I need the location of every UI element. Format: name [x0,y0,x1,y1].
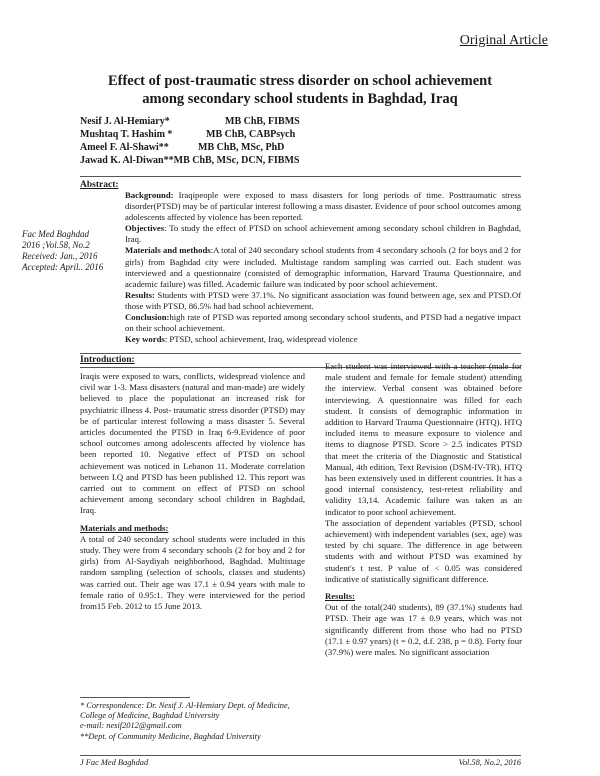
footnotes [80,701,310,742]
author-degrees: MB ChB, CABPsych [206,129,296,140]
footer-rule [80,755,521,756]
author-name: Nesif J. Al-Hemiary* [80,116,170,127]
author-list [80,115,300,167]
methods-heading [80,523,305,534]
abstract-background [125,190,521,223]
abstract-bottom-rule [80,353,521,354]
methods-text: :A total of 240 secondary school students from 4 secondary schools (2 for boys and 2 for girls) from Baghdad city were included. Multistage random sampling was carried out. Each student was interviewed and a questionnaire (consisted of demographic information, Harvard Trauma Questionnaire, and academic failure) was filled. Academic failure was indicated by poor school achievement. [125,245,521,289]
abstract-top-rule [80,176,521,177]
volume-info: 2016 ;Vol.58, No.2 [22,240,90,250]
received-date: Received: Jan., 2016 [22,251,98,261]
author-row [80,115,300,128]
footnote-rule [80,697,190,698]
title-line-1: Effect of post-traumatic stress disorder on school achievement [107,73,493,89]
keywords-text: : PTSD, school achievement, Iraq, widespread violence [164,334,358,345]
author-degrees: MB ChB, FIBMS [225,116,300,127]
introduction-text: Iraqis were exposed to wars, conflicts, widespread violence and civil war 1-3. Mass disasters (natural and man-made) are widely believed to place the populationat an increased risk for psychiatric illness 4. Post- traumatic stress disorder (PTSD) may be of particular interest following a mass disaster 5. Several articles documented the PTSD in Iraq 6-9.Evidence of poor school outcomes among adolescents affected by violence has been reported 10. Negative effect of PTSD on school achievement was noticed in Lebanon 11. Moderate correlation between I.Q and PTSD has been published 12. This report was carried out to comment on effect of PTSD on school achievement among secondary school children in Baghdad, Iraq. [80,371,305,516]
background-label: Background: [125,190,174,200]
methods-heading-text: Materials and methods [80,522,166,533]
objectives-text: : To study the effect of PTSD on school achievement among secondary school children in Baghdad, Iraq. [125,223,521,245]
conclusion-text: high rate of PTSD was reported among secondary school students, and PTSD had a negative impact on their school achievement. [125,312,521,334]
objectives-label: Objectives [125,223,165,234]
left-column [80,371,305,612]
author-row [80,154,300,167]
results-label: Results: [125,289,155,300]
article-type-label: Original Article [459,33,548,48]
keywords-label: Key words [125,334,165,345]
title-line-2: among secondary school students in Baghdad, Iraq [142,91,458,107]
methods-continued-text: Each student was interviewed with a teacher (male for male student and female for female student) attending the interview. Verbal consent was obtained before interviewing. A questionnaire was filled for each student. It consists of demographic information in addition to Harvard Trauma Questionnaire (HTQ). HTQ included items to measure exposure to violence and items to diagnose PTSD. Score > 2.5 indicates PTSD that meet the criteria of the Diagnostic and Statistical Manual, 4th edition, Text Revision (DSM-IV-TR). HTQ has been extensively used in different countries. It has a good internal consistency, test-retest reliability and validity 13,14. Academic failure was taken as an indicator to poor school achievement. [325,361,522,517]
statistics-text: The association of dependent variables (PTSD, school achievement) with independent variables (sex, age) was tested by chi square. The difference in age between students with and without PTSD was examined by student's t test. P value of < 0.05 was considered indicative of statistically significant difference. [325,517,522,584]
methods-label: Materials and methods [125,245,211,256]
journal-info: Fac Med Baghdad [22,229,89,239]
abstract-body [125,190,521,345]
methods-heading-colon: : [165,522,169,533]
paper-title [60,72,540,108]
accepted-date: Accepted: April.. 2016 [22,262,104,272]
correspondence-footnote: * Correspondence: Dr. Nesif J. Al-Hemiary Dept. of Medicine, College of Medicine, Baghdad University [80,701,290,721]
author-name: Mushtaq T. Hashim * [80,129,173,140]
publication-info [22,229,122,273]
abstract-heading: Abstract: [80,180,119,190]
author-degrees: MB ChB, MSc, DCN, FIBMS [173,155,300,166]
abstract-results [125,290,521,312]
results-text: Students with PTSD were 37.1%. No significant association was found between age, sex and PTSD.Of those with PTSD, 86.5% had bad school achievement. [125,289,521,311]
footer-journal: J Fac Med Baghdad [80,758,149,767]
author-row [80,128,300,141]
background-text: Iraqipeople were exposed to mass disasters for long periods of time. Posttraumatic stress disorder(PTSD) may be of particular interest following a mass disaster. Evidence of poor school outcomes among adolescents affected by violence has been reported. [125,190,521,223]
email-footnote: e-mail: nesif2012@gmail.com [80,721,182,731]
abstract-methods [125,245,521,289]
footer-volume: Vol.58, No.2, 2016 [458,758,521,767]
author-name: Jawad K. Al-Diwan** [80,155,174,166]
results-text: Out of the total(240 students), 89 (37.1%) students had PTSD. Their age was 17 ± 0.9 years, which was not significantly different from those who had no PTSD (17.1 ± 0.97 years) (t = 0.2, d.f. 238, p = 0.8). Forty four (37.9%) were males. No significant association [325,602,522,658]
author-row [80,141,300,154]
abstract-keywords [125,334,521,345]
abstract-conclusion [125,312,521,334]
right-column [325,361,522,658]
abstract-objectives [125,223,521,245]
results-heading: Results: [325,591,355,602]
author-name: Ameel F. Al-Shawi** [80,142,169,153]
introduction-heading: Introduction: [80,355,135,365]
conclusion-label: Conclusion: [125,312,170,323]
author-degrees: MB ChB, MSc, PhD [198,142,285,153]
methods-text: A total of 240 secondary school students were included in this study. They were from 4 secondary schools (2 for boy and 2 for girls) from Al-Saydiyah neighborhood, Baghdad. Multistage random sampling (selection of schools, classes and students) was carried out. Their age was 17.1 ± 0.94 years with male to female ratio of 0.95:1. They were interviewed for the period from15 Feb. 2012 to 15 June 2013. [80,533,305,612]
department-footnote: **Dept. of Community Medicine, Baghdad University [80,731,261,741]
